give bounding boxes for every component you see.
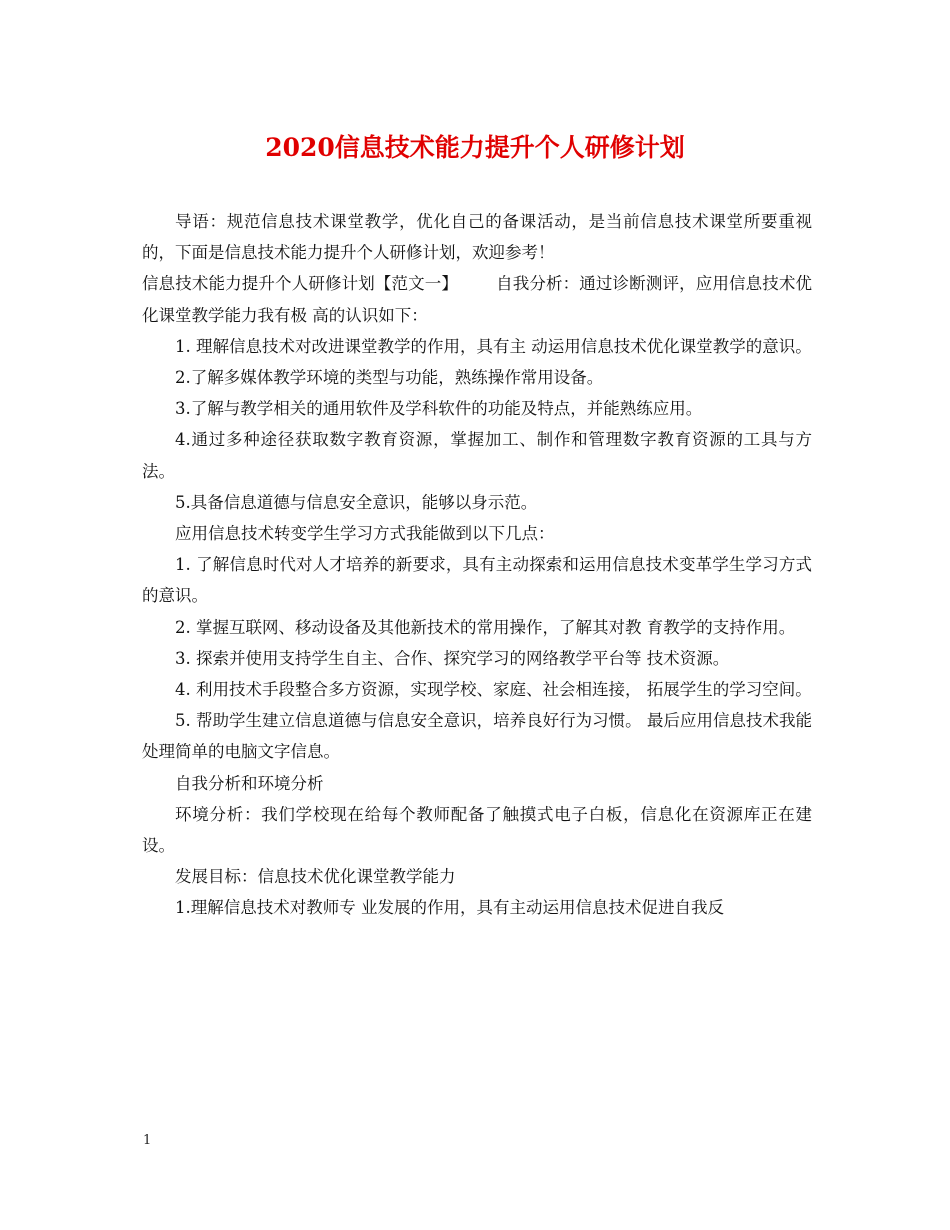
paragraph-item: 5. 帮助学生建立信息道德与信息安全意识，培养良好行为习惯。 最后应用信息技术我能处理简单的电脑文字信息。	[142, 711, 812, 762]
paragraph-item: 4.通过多种途径获取数字教育资源，掌握加工、制作和管理数字教育资源的工具与方法。	[142, 430, 812, 481]
self-analysis-text: 自我分析：通过诊断测评，应用信息技术优化课堂教学能力我有极 高的认识如下：	[142, 274, 813, 325]
document-body	[142, 206, 812, 924]
paragraph-intro: 导语：规范信息技术课堂教学，优化自己的备课活动，是当前信息技术课堂所要重视的，下面是信息技术能力提升个人研修计划，欢迎参考！	[142, 212, 812, 263]
paragraph-item: 1. 理解信息技术对改进课堂教学的作用，具有主 动运用信息技术优化课堂教学的意识。	[175, 336, 812, 356]
paragraph-item: 1. 了解信息时代对人才培养的新要求，具有主动探索和运用信息技术变革学生学习方式的意识。	[142, 555, 812, 606]
document-title: 2020信息技术能力提升个人研修计划	[265, 133, 685, 162]
paragraph-item: 5.具备信息道德与信息安全意识，能够以身示范。	[175, 492, 538, 512]
paragraph-item: 3.了解与教学相关的通用软件及学科软件的功能及特点，并能熟练应用。	[175, 399, 703, 419]
paragraph-sample-heading	[142, 268, 812, 330]
paragraph-subheading: 自我分析和环境分析	[175, 773, 324, 793]
paragraph-item: 4. 利用技术手段整合多方资源，实现学校、家庭、社会相连接， 拓展学生的学习空间。	[175, 680, 812, 700]
paragraph-goal: 发展目标：信息技术优化课堂教学能力	[175, 867, 456, 887]
page-number: 1	[143, 1133, 152, 1148]
paragraph-item: 2. 掌握互联网、移动设备及其他新技术的常用操作，了解其对教 育教学的支持作用。	[175, 617, 796, 637]
paragraph-environment: 环境分析：我们学校现在给每个教师配备了触摸式电子白板，信息化在资源库正在建设。	[142, 804, 812, 856]
paragraph-subheading: 应用信息技术转变学生学习方式我能做到以下几点：	[175, 524, 555, 544]
paragraph-item: 2.了解多媒体教学环境的类型与功能，熟练操作常用设备。	[175, 368, 604, 388]
paragraph-item: 3. 探索并使用支持学生自主、合作、探究学习的网络教学平台等 技术资源。	[175, 648, 730, 668]
paragraph-item: 1.理解信息技术对教师专 业发展的作用，具有主动运用信息技术促进自我反	[175, 898, 724, 918]
sample-heading-text: 信息技术能力提升个人研修计划【范文一】	[142, 274, 458, 294]
